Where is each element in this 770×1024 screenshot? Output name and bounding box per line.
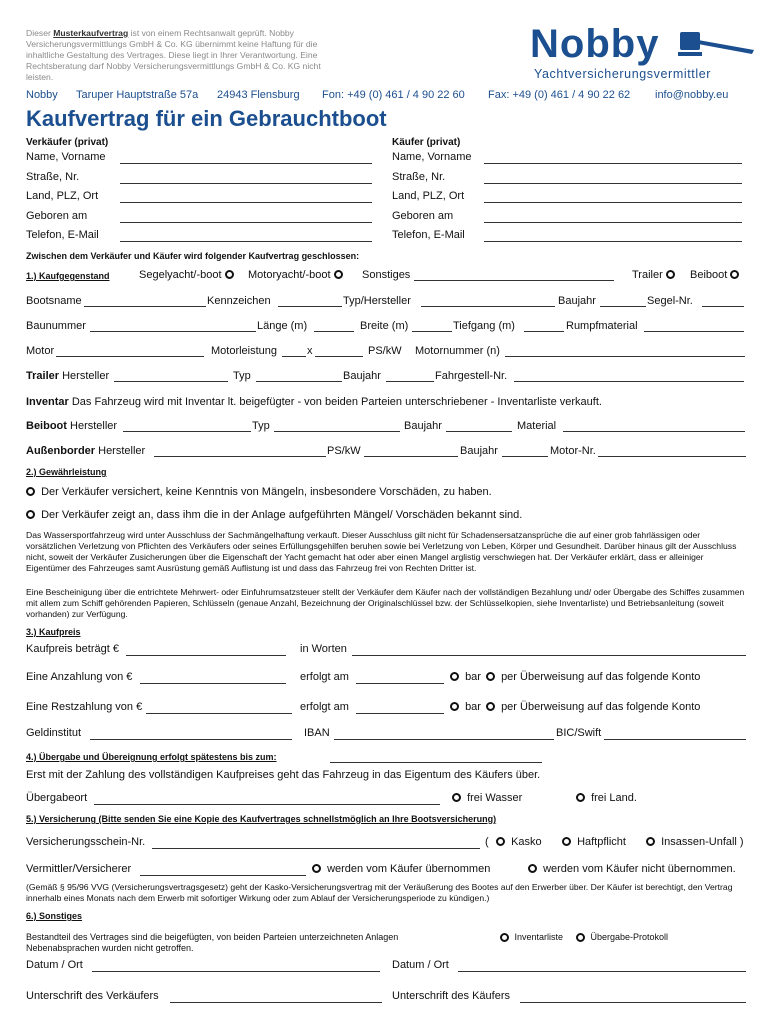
row-aussenborder: Außenborder Hersteller [26,445,146,457]
label-trailer-typ: Typ [233,370,251,382]
s3-heading: 3.) Kaufpreis [26,627,81,637]
field-beiboot-material[interactable] [563,431,745,432]
seller-city-label: Land, PLZ, Ort [26,190,99,202]
radio-trailer[interactable] [666,270,675,279]
label-beiboot-material: Material [517,420,557,432]
s6-heading: 6.) Sonstiges [26,911,83,921]
buyer-city-label: Land, PLZ, Ort [392,190,465,202]
field-deposit[interactable] [140,683,286,684]
label-bootsname: Bootsname [26,295,82,307]
radio-not-buyer[interactable] [528,864,537,873]
label-policy: Versicherungsschein-Nr. [26,836,146,848]
label-date-buyer: Datum / Ort [392,959,449,971]
field-handover-date[interactable] [330,762,542,763]
label-words: in Worten [300,643,347,655]
field-beiboot-typ[interactable] [274,431,400,432]
radio-rest-cash[interactable] [450,702,459,711]
opt-beiboot[interactable]: Beiboot [690,269,742,281]
row-trailer: Trailer Hersteller [26,370,110,382]
field-motor[interactable] [56,356,204,357]
field-date-seller[interactable] [92,971,380,972]
field-motorleistung-b[interactable] [315,356,363,357]
field-beiboot-hersteller[interactable] [123,431,251,432]
field-baunummer[interactable] [90,331,256,332]
field-tiefgang[interactable] [524,331,564,332]
field-typ[interactable] [421,306,555,307]
checkbox-kasko[interactable] [496,837,505,846]
field-rumpf[interactable] [644,331,744,332]
label-laenge: Länge (m) [257,320,308,332]
label-bic: BIC/Swift [556,727,602,739]
label-x: x [307,345,313,357]
label-ab-baujahr: Baujahr [460,445,498,457]
label-deposit-on: erfolgt am [300,671,349,683]
intro-text: Zwischen dem Verkäufer und Käufer wird folgender Kaufvertrag geschlossen: [26,251,360,261]
radio-free-land[interactable] [576,793,585,802]
seller-phone-field[interactable] [120,241,372,242]
seller-name-label: Name, Vorname [26,151,106,163]
row-beiboot: Beiboot Hersteller [26,420,118,432]
contact-phone: Fon: +49 (0) 461 / 4 90 22 60 [322,89,465,101]
radio-free-water[interactable] [452,793,461,802]
contact-email: info@nobby.eu [655,89,729,101]
s1-heading: 1.) Kaufgegenstand [26,271,110,281]
s6-text: Bestandteil des Vertrages sind die beigefügten, von beiden Parteien unterzeichneten Anlagen Nebenabsprachen wurden nicht getroffen. [26,932,399,953]
label-rumpf: Rumpfmaterial [566,320,638,332]
s2-heading: 2.) Gewährleistung [26,467,107,477]
field-breite[interactable] [412,331,452,332]
other-field[interactable] [414,280,614,281]
page-title: Kaufvertrag für ein Gebrauchtboot [26,106,387,131]
field-sign-seller[interactable] [170,1002,382,1003]
field-ab-pskw[interactable] [364,456,458,457]
s4-heading: 4.) Übergabe und Übereignung erfolgt spätestens bis zum: [26,752,277,762]
field-kennzeichen[interactable] [278,306,342,307]
radio-sailboat[interactable] [225,270,234,279]
logo-name: Nobby [530,22,660,66]
opt-rest-transfer[interactable]: per Überweisung auf das folgende Konto [486,701,700,713]
field-date-buyer[interactable] [458,971,746,972]
field-motornummer[interactable] [505,356,745,357]
label-pskw: PS/kW [368,345,402,357]
seller-street-field[interactable] [120,183,372,184]
buyer-street-field[interactable] [484,183,742,184]
seller-street-label: Straße, Nr. [26,171,80,183]
field-baujahr[interactable] [600,306,646,307]
opt-not-buyer[interactable]: werden vom Käufer nicht übernommen. [528,863,736,875]
field-segelnr[interactable] [702,306,744,307]
field-laenge[interactable] [314,331,354,332]
label-baunummer: Baunummer [26,320,86,332]
radio-by-buyer[interactable] [312,864,321,873]
field-words[interactable] [352,655,746,656]
contact-street: Taruper Hauptstraße 57a [76,89,199,101]
field-bootsname[interactable] [84,306,206,307]
opt-inventarliste[interactable]: Inventarliste [500,932,563,943]
label-beiboot-baujahr: Baujahr [404,420,442,432]
seller-birth-field[interactable] [120,222,372,223]
seller-city-field[interactable] [120,202,372,203]
field-iban[interactable] [334,739,554,740]
field-trailer-hersteller[interactable] [114,381,228,382]
s5-note: (Gemäß § 95/96 VVG (Versicherungsvertragsgesetz) geht der Kasko-Versicherungsvertrag mit der Veräußerung des Bootes auf den Erwerber über. Der Käufer ist berechtigt, den Vertrag innerhalb eines Monats nach dem Erwerb mit sofortiger Wirkung oder zum Ablauf der Versicherungsperiode zu kündigen.) [26,882,733,903]
label-trailer-baujahr: Baujahr [343,370,381,382]
label-rest: Eine Restzahlung von € [26,701,143,713]
field-fahrgestell[interactable] [514,381,744,382]
field-rest-date[interactable] [356,713,444,714]
buyer-phone-label: Telefon, E-Mail [392,229,465,241]
seller-birth-label: Geboren am [26,210,88,222]
opt-protokoll[interactable]: Übergabe-Protokoll [576,932,668,943]
label-kennzeichen: Kennzeichen [207,295,271,307]
label-sign-seller: Unterschrift des Verkäufers [26,990,159,1002]
field-beiboot-baujahr[interactable] [446,431,512,432]
s2-opt2[interactable]: Der Verkäufer zeigt an, dass ihm die in der Anlage aufgeführten Mängel/ Vorschäden bekannt sind. [26,509,522,521]
label-segelnr: Segel-Nr. [647,295,693,307]
checkbox-insassen[interactable] [646,837,655,846]
seller-phone-label: Telefon, E-Mail [26,229,99,241]
opt-haftpflicht[interactable]: Haftpflicht [562,836,626,848]
radio-deposit-cash[interactable] [450,672,459,681]
buyer-name-label: Name, Vorname [392,151,472,163]
s5-heading: 5.) Versicherung (Bitte senden Sie eine Kopie des Kaufvertrages schnellstmöglich an Ihre Bootsversicherung) [26,814,497,824]
label-baujahr: Baujahr [558,295,596,307]
field-price[interactable] [126,655,286,656]
checkbox-inventarliste[interactable] [500,933,509,942]
opt-motorboat[interactable]: Motoryacht/-boot [248,269,346,281]
radio-known-defects[interactable] [26,510,35,519]
opt-free-water[interactable]: frei Wasser [452,792,522,804]
radio-no-defects[interactable] [26,487,35,496]
label-deposit: Eine Anzahlung von € [26,671,133,683]
field-handover-place[interactable] [94,804,440,805]
label-motornummer: Motornummer (n) [415,345,500,357]
field-ab-hersteller[interactable] [154,456,326,457]
opt-by-buyer[interactable]: werden vom Käufer übernommen [312,863,490,875]
opt-deposit-cash[interactable]: bar [450,671,481,683]
gavel-icon [676,26,756,62]
opt-kasko[interactable]: Kasko [496,836,542,848]
label-ab-pskw: PS/kW [327,445,361,457]
label-typ: Typ/Hersteller [343,295,411,307]
field-agent[interactable] [140,875,306,876]
opt-rest-cash[interactable]: bar [450,701,481,713]
opt-sailboat[interactable]: Segelyacht/-boot [139,269,237,281]
label-beiboot-typ: Typ [252,420,270,432]
contact-fax: Fax: +49 (0) 461 / 4 90 22 62 [488,89,631,101]
field-motorleistung-a[interactable] [282,356,306,357]
buyer-birth-field[interactable] [484,222,742,223]
buyer-heading: Käufer (privat) [392,137,461,148]
field-trailer-baujahr[interactable] [386,381,434,382]
label-tiefgang: Tiefgang (m) [453,320,515,332]
field-bic[interactable] [604,739,746,740]
disclaimer-bold: Musterkaufvertrag [53,28,129,38]
radio-deposit-transfer[interactable] [486,672,495,681]
label-ab-motornr: Motor-Nr. [550,445,596,457]
buyer-city-field[interactable] [484,202,742,203]
label-breite: Breite (m) [360,320,409,332]
radio-rest-transfer[interactable] [486,702,495,711]
label-price: Kaufpreis beträgt € [26,643,119,655]
s2-paragraph-2: Eine Bescheinigung über die entrichtete Mehrwert- oder Einfuhrumsatzsteuer stellt der Verkäufer dem Käufer nach der vollständigen Bezahlung und/ oder Übergabe des Schiffes zusammen mit allem zum Schiff gehörenden Papieren, Schlüsseln (genaue Anzahl, Bezeichnung der Originalschlüssel bzw. der Schlüsselkopien, siehe Inventarliste) und Betriebsanleitung (soweit vorhanden) zur Verfügung. [26,587,745,619]
field-policy[interactable] [152,848,480,849]
seller-name-field[interactable] [120,163,372,164]
s4-text: Erst mit der Zahlung des vollständigen Kaufpreises geht das Fahrzeug in das Eigentum des Käufers über. [26,769,541,781]
contact-city: 24943 Flensburg [217,89,300,101]
logo-tagline: Yachtversicherungsvermittler [534,67,712,81]
radio-motorboat[interactable] [334,270,343,279]
buyer-birth-label: Geboren am [392,210,454,222]
s2-opt1[interactable]: Der Verkäufer versichert, keine Kenntnis von Mängeln, insbesondere Vorschäden, zu haben. [26,486,492,498]
radio-beiboot[interactable] [730,270,739,279]
label-date-seller: Datum / Ort [26,959,83,971]
label-bank: Geldinstitut [26,727,82,739]
disclaimer: Dieser Musterkaufvertrag ist von einem Rechtsanwalt geprüft. Nobby Versicherungsvermittlungs GmbH & Co. KG übernimmt keine Haftung für die inhaltliche Gestaltung des Vertrages. Diese liegt in Ihrer Verantwortung. Eine Rechtsberatung darf Nobby Versicherungsvermittlungs GmbH & Co. KG nicht leisten. [26,28,321,82]
label-iban: IBAN [304,727,330,739]
field-sign-buyer[interactable] [520,1002,746,1003]
buyer-street-label: Straße, Nr. [392,171,446,183]
field-ab-motornr[interactable] [598,456,746,457]
label-handover-place: Übergabeort [26,792,88,804]
label-rest-on: erfolgt am [300,701,349,713]
buyer-phone-field[interactable] [484,241,742,242]
opt-deposit-transfer[interactable]: per Überweisung auf das folgende Konto [486,671,700,683]
label-fahrgestell: Fahrgestell-Nr. [435,370,508,382]
field-deposit-date[interactable] [356,683,444,684]
field-bank[interactable] [90,739,292,740]
s2-paragraph-1: Das Wassersportfahrzeug wird unter Ausschluss der Sachmängelhaftung verkauft. Dieser Ausschluss gilt nicht für Schadensersatzansprüche die auf einer grob fahrlässigen oder vorsätzlichen Verletzung von Pflichten des Verkäufers oder seines Erfüllungsgehilfen beruhen sowie bei Verletzung von Leben, Körper und Gesundheit. Darüber hinaus gilt der Ausschluss nicht, soweit der Verkäufer Zusicherungen über die Eigenschaft der Yacht gemacht hat oder aber einen Mangel arglistig verschwiegen hat. Der Verkäufer erklärt, dass er alleiniger Eigentümer des Fahrzeuges samt Ausrüstung gemäß Auflistung ist und dass das Fahrzeug frei von Rechten Dritter ist. [26,530,737,573]
seller-heading: Verkäufer (privat) [26,137,109,148]
label-motorleistung: Motorleistung [211,345,278,357]
contact-company: Nobby [26,89,58,101]
label-open-paren: ( [485,836,489,848]
opt-insassen[interactable]: Insassen-Unfall ) [646,836,744,848]
opt-trailer[interactable]: Trailer [632,269,678,281]
checkbox-protokoll[interactable] [576,933,585,942]
opt-other[interactable]: Sonstiges [362,269,411,281]
label-motor: Motor [26,345,55,357]
label-agent: Vermittler/Versicherer [26,863,132,875]
field-trailer-typ[interactable] [256,381,342,382]
buyer-name-field[interactable] [484,163,742,164]
field-rest[interactable] [146,713,292,714]
inventar-text: Inventar Das Fahrzeug wird mit Inventar lt. beigefügter - von beiden Parteien unterschriebener - Inventarliste verkauft. [26,396,602,408]
field-ab-baujahr[interactable] [502,456,548,457]
label-sign-buyer: Unterschrift des Käufers [392,990,510,1002]
opt-free-land[interactable]: frei Land. [576,792,637,804]
checkbox-haftpflicht[interactable] [562,837,571,846]
